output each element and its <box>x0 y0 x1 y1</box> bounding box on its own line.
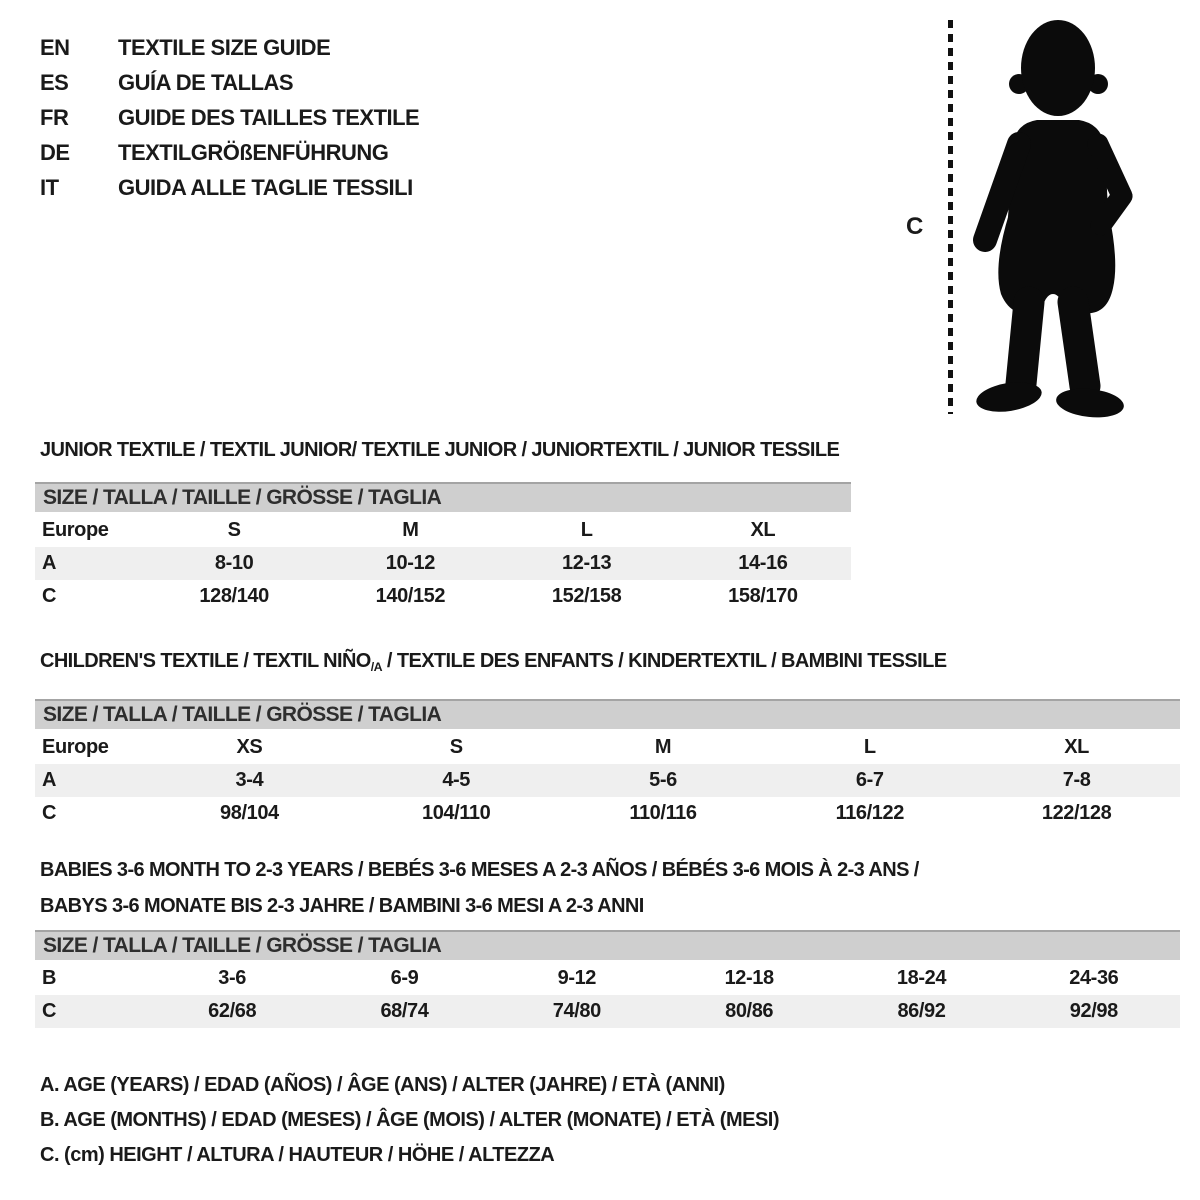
size-cell: 24-36 <box>1069 967 1119 989</box>
language-code: DE <box>40 140 70 165</box>
size-cell: 3-4 <box>235 769 264 791</box>
section-title: JUNIOR TEXTILE / TEXTIL JUNIOR/ TEXTILE JUNIOR / JUNIORTEXTIL / JUNIOR TESSILE <box>40 439 840 461</box>
language-row <box>40 170 419 205</box>
guide-title: GUIDE DES TAILLES TEXTILE <box>118 105 420 130</box>
section-title <box>35 648 1180 680</box>
language-title-list <box>40 30 419 205</box>
size-cell: 158/170 <box>728 585 798 607</box>
table-row <box>35 547 851 580</box>
size-cell: 5-6 <box>649 769 677 791</box>
size-cell: 122/128 <box>1041 802 1112 824</box>
language-row <box>40 100 419 135</box>
language-row <box>40 30 419 65</box>
title-subscript: /A <box>370 660 382 674</box>
size-cell: 128/140 <box>199 585 269 607</box>
size-cell: 140/152 <box>375 585 446 607</box>
guide-title: GUIDA ALLE TAGLIE TESSILI <box>118 175 413 200</box>
size-cell: 6-7 <box>855 769 884 791</box>
size-cell: 92/98 <box>1069 1000 1118 1022</box>
size-cell: 6-9 <box>390 967 419 989</box>
size-cell: 18-24 <box>896 967 947 989</box>
row-label: A <box>42 552 57 574</box>
table-row <box>35 962 1180 995</box>
size-cell: M <box>402 519 419 541</box>
title-text: CHILDREN'S TEXTILE / TEXTIL NIÑO <box>40 650 371 672</box>
language-row <box>40 65 419 100</box>
row-label: B <box>42 967 57 989</box>
title-text: / TEXTILE DES ENFANTS / KINDERTEXTIL / BAMBINI TESSILE <box>381 650 947 672</box>
height-measure-label: C <box>906 213 924 240</box>
size-cell: 110/116 <box>629 802 697 824</box>
size-cell: 7-8 <box>1062 769 1091 791</box>
table-row <box>35 514 851 547</box>
row-label: C <box>42 1000 57 1022</box>
guide-title: TEXTILGRÖßENFÜHRUNG <box>118 140 389 165</box>
size-cell: 116/122 <box>835 802 904 824</box>
size-cell: S <box>449 736 463 758</box>
language-row <box>40 135 419 170</box>
section-children-textile <box>35 648 1180 830</box>
size-cell: 86/92 <box>897 1000 946 1022</box>
size-cell: XL <box>1064 736 1089 758</box>
size-cell: 12-18 <box>724 967 774 989</box>
language-code: IT <box>40 175 59 200</box>
row-label: Europe <box>42 736 109 758</box>
row-label: C <box>42 802 57 824</box>
legend-line-c: C. (cm) HEIGHT / ALTURA / HAUTEUR / HÖHE / ALTEZZA <box>40 1144 555 1166</box>
table-row <box>35 731 1180 764</box>
table-row <box>35 580 851 613</box>
row-label: Europe <box>42 519 109 541</box>
table-row <box>35 995 1180 1028</box>
size-cell: 4-5 <box>442 769 471 791</box>
size-header-bar: SIZE / TALLA / TAILLE / GRÖSSE / TAGLIA <box>35 930 1180 960</box>
size-cell: XS <box>236 736 263 758</box>
title-line-1: BABIES 3-6 MONTH TO 2-3 YEARS / BEBÉS 3-6 MESES A 2-3 AÑOS / BÉBÉS 3-6 MOIS À 2-3 ANS / <box>40 859 919 881</box>
size-cell: 10-12 <box>385 552 435 574</box>
size-cell: L <box>863 736 876 758</box>
size-cell: 98/104 <box>220 802 279 824</box>
table-row <box>35 797 1180 830</box>
size-cell: 68/74 <box>380 1000 429 1022</box>
size-cell: M <box>654 736 672 758</box>
guide-title: TEXTILE SIZE GUIDE <box>118 35 331 60</box>
size-cell: 8-10 <box>214 552 254 574</box>
height-measure-line <box>948 20 953 414</box>
babies-size-table <box>35 962 1180 1028</box>
table-row <box>35 764 1180 797</box>
legend-line-a: A. AGE (YEARS) / EDAD (AÑOS) / ÂGE (ANS) / ALTER (JAHRE) / ETÀ (ANNI) <box>40 1074 725 1096</box>
size-cell: 14-16 <box>738 552 788 574</box>
title-line-2: BABYS 3-6 MONATE BIS 2-3 JAHRE / BAMBINI 3-6 MESI A 2-3 ANNI <box>40 895 644 917</box>
section-junior-textile <box>35 437 851 613</box>
size-cell: S <box>227 519 241 541</box>
size-cell: 104/110 <box>421 802 491 824</box>
size-cell: 80/86 <box>725 1000 774 1022</box>
language-code: FR <box>40 105 69 130</box>
junior-size-table <box>35 514 851 613</box>
toddler-silhouette-icon <box>965 18 1137 418</box>
children-size-table <box>35 731 1180 830</box>
size-cell: 74/80 <box>552 1000 601 1022</box>
size-cell: 62/68 <box>208 1000 257 1022</box>
legend-line-b: B. AGE (MONTHS) / EDAD (MESES) / ÂGE (MOIS) / ALTER (MONATE) / ETÀ (MESI) <box>40 1109 780 1131</box>
size-cell: 3-6 <box>218 967 247 989</box>
size-header-bar: SIZE / TALLA / TAILLE / GRÖSSE / TAGLIA <box>35 482 851 512</box>
language-code: EN <box>40 35 70 60</box>
section-title <box>35 852 1000 924</box>
row-label: C <box>42 585 57 607</box>
language-code: ES <box>40 70 69 95</box>
guide-title: GUÍA DE TALLAS <box>118 70 294 95</box>
size-cell: 152/158 <box>551 585 622 607</box>
size-header-bar: SIZE / TALLA / TAILLE / GRÖSSE / TAGLIA <box>35 699 1180 729</box>
legend <box>40 1068 779 1173</box>
row-label: A <box>42 769 57 791</box>
size-cell: XL <box>750 519 776 541</box>
size-cell: 12-13 <box>562 552 612 574</box>
size-cell: L <box>580 519 593 541</box>
section-babies-textile <box>35 852 1180 1028</box>
size-cell: 9-12 <box>557 967 597 989</box>
